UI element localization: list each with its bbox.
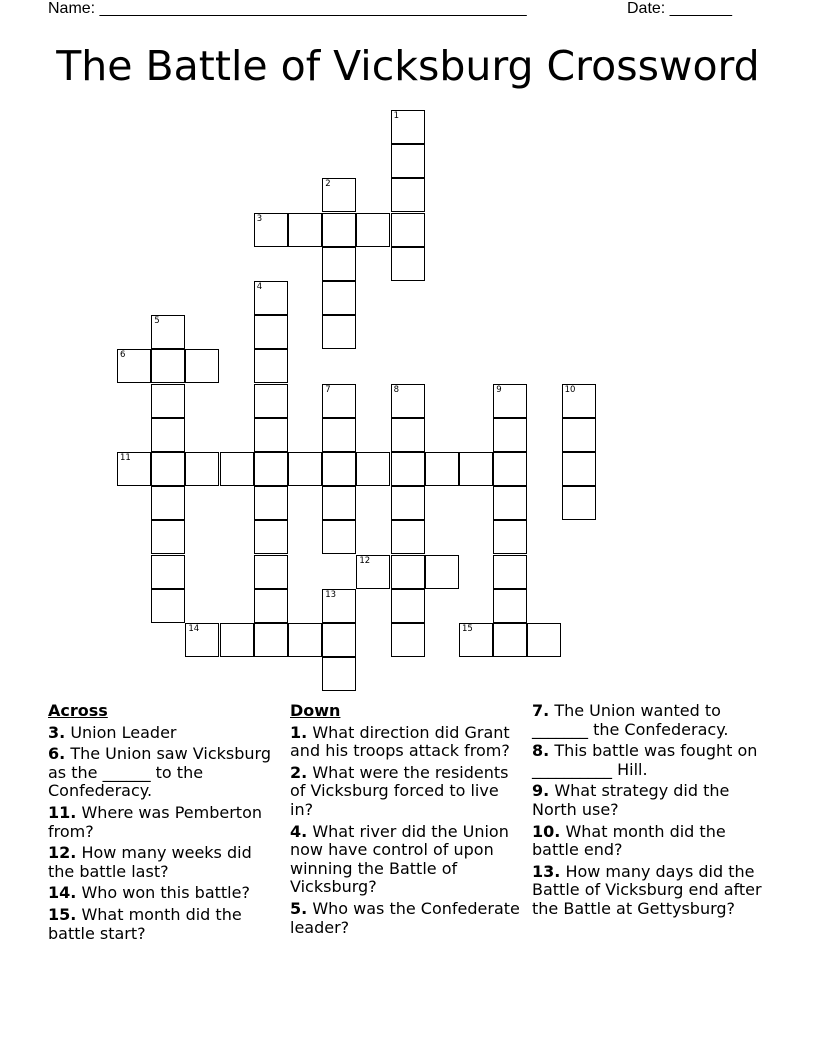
clue-number: 9. <box>532 781 550 801</box>
grid-cell[interactable] <box>356 213 390 247</box>
clue-down-2 <box>290 764 522 820</box>
grid-cell[interactable] <box>322 589 356 623</box>
clue-text: How many days did the Battle of Vicksburg end after the Battle at Gettysburg? <box>532 861 762 918</box>
clue-text: What month did the battle end? <box>532 821 726 860</box>
grid-cell[interactable] <box>493 452 527 486</box>
grid-cell[interactable] <box>562 486 596 520</box>
cell-number: 1 <box>393 111 400 121</box>
grid-cell[interactable] <box>185 349 219 383</box>
page-title: The Battle of Vicksburg Crossword <box>56 42 760 90</box>
grid-cell[interactable] <box>322 315 356 349</box>
grid-cell[interactable] <box>288 452 322 486</box>
grid-cell[interactable] <box>562 384 596 418</box>
clue-across-15 <box>48 906 280 943</box>
grid-cell[interactable] <box>459 452 493 486</box>
grid-cell[interactable] <box>185 623 219 657</box>
cell-number: 12 <box>359 555 371 566</box>
grid-cell[interactable] <box>254 281 288 315</box>
clue-across-14 <box>48 884 280 903</box>
grid-cell[interactable] <box>391 178 425 212</box>
clue-across-12 <box>48 844 280 881</box>
grid-cell[interactable] <box>562 452 596 486</box>
clue-text: The Union wanted to _______ the Confederacy. <box>532 701 729 739</box>
grid-cell[interactable] <box>254 213 288 247</box>
grid-cell[interactable] <box>254 349 288 383</box>
cell-number: 8 <box>393 384 400 395</box>
grid-cell[interactable] <box>151 384 185 418</box>
cell-number: 13 <box>325 589 337 600</box>
grid-cell[interactable] <box>493 418 527 452</box>
grid-cell[interactable] <box>151 349 185 383</box>
grid-cell[interactable] <box>185 452 219 486</box>
clue-text: Union Leader <box>70 722 177 742</box>
clue-down-5 <box>290 900 522 937</box>
grid-cell[interactable] <box>254 315 288 349</box>
grid-cell[interactable] <box>254 520 288 554</box>
grid-cell[interactable] <box>151 589 185 623</box>
across-clues <box>48 702 280 946</box>
clue-number: 15. <box>48 904 77 924</box>
grid-cell[interactable] <box>322 418 356 452</box>
grid-cell[interactable] <box>254 623 288 657</box>
name-field: Name: ________________________________________________ <box>48 0 527 17</box>
grid-cell[interactable] <box>254 555 288 589</box>
grid-cell[interactable] <box>254 418 288 452</box>
grid-cell[interactable] <box>322 623 356 657</box>
clue-number: 6. <box>48 744 66 764</box>
clue-number: 3. <box>48 722 66 742</box>
cell-number: 3 <box>256 213 263 224</box>
grid-cell[interactable] <box>391 452 425 486</box>
date-field: Date: _______ <box>627 0 732 17</box>
grid-cell[interactable] <box>493 486 527 520</box>
clue-text: What were the residents of Vicksburg forced to live in? <box>290 762 509 819</box>
cell-number: 9 <box>496 384 502 395</box>
clue-number: 5. <box>290 898 308 918</box>
grid-cell[interactable] <box>391 418 425 452</box>
cell-number: 4 <box>256 282 263 292</box>
grid-cell[interactable] <box>322 452 356 486</box>
cell-number: 10 <box>564 384 576 395</box>
clue-text: What month did the battle start? <box>48 904 242 943</box>
grid-cell[interactable] <box>356 555 390 589</box>
clue-text: The Union saw Vicksburg as the ______ to the Confederacy. <box>48 744 271 801</box>
grid-cell[interactable] <box>117 452 151 486</box>
grid-cell[interactable] <box>151 520 185 554</box>
grid-cell[interactable] <box>391 384 425 418</box>
clue-across-3 <box>48 724 280 743</box>
cell-number: 7 <box>325 384 331 395</box>
grid-cell[interactable] <box>254 486 288 520</box>
grid-cell[interactable] <box>151 452 185 486</box>
grid-cell[interactable] <box>391 213 425 247</box>
clue-text: How many weeks did the battle last? <box>48 843 252 881</box>
grid-cell[interactable] <box>322 486 356 520</box>
cell-number: 11 <box>120 453 131 463</box>
clue-down-9 <box>532 782 772 819</box>
grid-cell[interactable] <box>425 452 459 486</box>
grid-cell[interactable] <box>322 657 356 691</box>
clue-down-10 <box>532 823 772 860</box>
clue-number: 4. <box>290 821 308 841</box>
grid-cell[interactable] <box>254 452 288 486</box>
clue-number: 8. <box>532 741 550 761</box>
clue-across-11 <box>48 804 280 841</box>
grid-cell[interactable] <box>254 589 288 623</box>
grid-cell[interactable] <box>391 144 425 178</box>
grid-cell[interactable] <box>493 520 527 554</box>
clue-down-8 <box>532 742 772 779</box>
grid-cell[interactable] <box>391 555 425 589</box>
clue-number: 13. <box>532 861 561 881</box>
clue-number: 2. <box>290 762 308 782</box>
grid-cell[interactable] <box>151 315 185 349</box>
grid-cell[interactable] <box>220 452 254 486</box>
grid-cell[interactable] <box>322 384 356 418</box>
down-clues-continued <box>532 702 772 922</box>
clue-text: This battle was fought on __________ Hill. <box>532 741 758 779</box>
clue-text: Who was the Confederate leader? <box>290 898 520 937</box>
grid-cell[interactable] <box>391 247 425 281</box>
grid-cell[interactable] <box>562 418 596 452</box>
clue-down-1 <box>290 724 522 761</box>
down-clues <box>290 702 522 940</box>
grid-cell[interactable] <box>288 623 322 657</box>
clue-text: What river did the Union now have control of upon winning the Battle of Vicksburg? <box>290 821 509 897</box>
clue-number: 7. <box>532 701 550 720</box>
grid-cell[interactable] <box>322 247 356 281</box>
across-heading: Across <box>48 701 108 720</box>
clue-text: Where was Pemberton from? <box>48 802 262 841</box>
grid-cell[interactable] <box>459 623 493 657</box>
grid-cell[interactable] <box>391 623 425 657</box>
grid-cell[interactable] <box>493 384 527 418</box>
clue-down-4 <box>290 823 522 897</box>
grid-cell[interactable] <box>391 110 425 144</box>
grid-cell[interactable] <box>151 418 185 452</box>
grid-cell[interactable] <box>527 623 561 657</box>
grid-cell[interactable] <box>151 486 185 520</box>
clue-across-6 <box>48 745 280 801</box>
cell-number: 6 <box>120 350 126 361</box>
clue-number: 1. <box>290 722 308 742</box>
down-heading: Down <box>290 701 341 720</box>
cell-number: 5 <box>154 316 160 327</box>
grid-cell[interactable] <box>117 349 151 383</box>
grid-cell[interactable] <box>391 486 425 520</box>
clue-number: 12. <box>48 843 77 863</box>
clue-number: 11. <box>48 802 77 822</box>
grid-cell[interactable] <box>493 589 527 623</box>
clue-down-7 <box>532 702 772 739</box>
cell-number: 14 <box>188 624 200 634</box>
grid-cell[interactable] <box>254 384 288 418</box>
grid-cell[interactable] <box>288 213 322 247</box>
clue-text: What strategy did the North use? <box>532 781 730 819</box>
grid-cell[interactable] <box>220 623 254 657</box>
grid-cell[interactable] <box>391 589 425 623</box>
cell-number: 2 <box>325 179 331 190</box>
grid-cell[interactable] <box>493 555 527 589</box>
grid-cell[interactable] <box>151 555 185 589</box>
grid-cell[interactable] <box>425 555 459 589</box>
grid-cell[interactable] <box>493 623 527 657</box>
grid-cell[interactable] <box>322 281 356 315</box>
grid-cell[interactable] <box>322 178 356 212</box>
clue-text: What direction did Grant and his troops attack from? <box>290 722 510 761</box>
clue-number: 10. <box>532 821 561 841</box>
cell-number: 15 <box>462 624 473 634</box>
grid-cell[interactable] <box>322 520 356 554</box>
clue-text: Who won this battle? <box>81 883 250 903</box>
clue-number: 14. <box>48 883 77 903</box>
grid-cell[interactable] <box>356 452 390 486</box>
grid-cell[interactable] <box>391 520 425 554</box>
grid-cell[interactable] <box>322 213 356 247</box>
clue-down-13 <box>532 863 772 919</box>
